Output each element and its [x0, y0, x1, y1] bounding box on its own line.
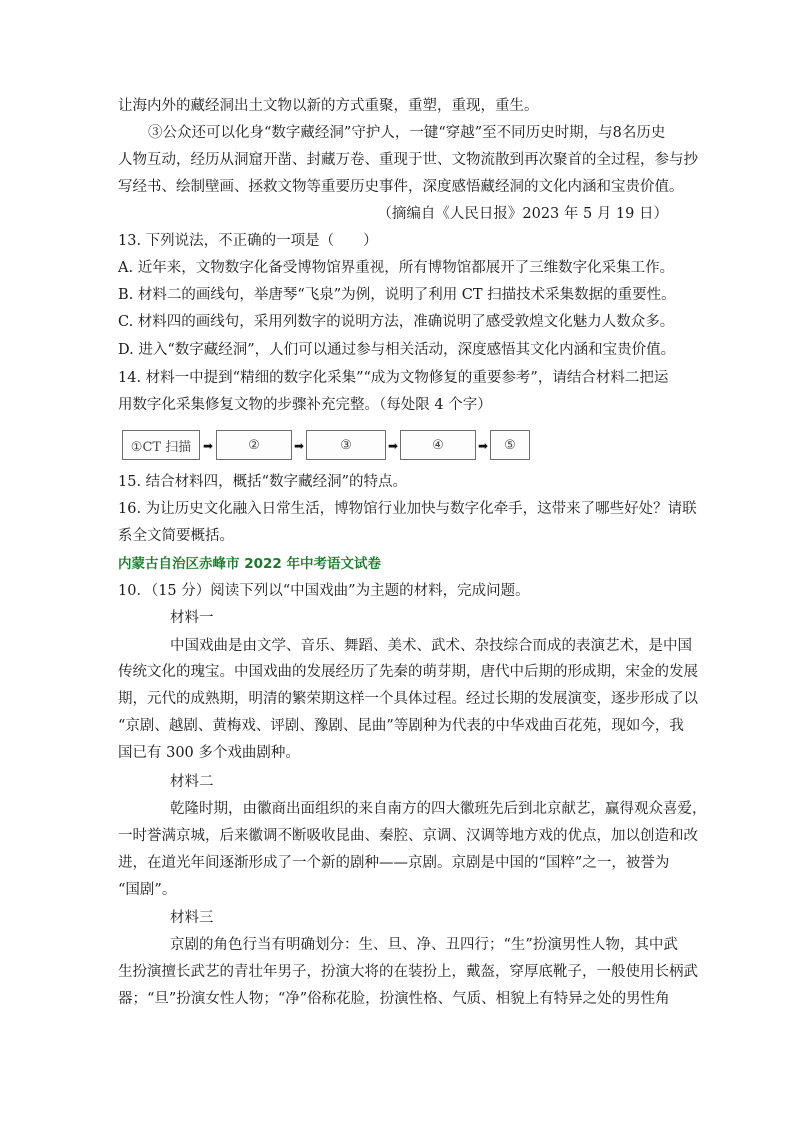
material-title: 材料三 [170, 910, 214, 926]
arrow-right-icon: ➡ [203, 439, 214, 453]
step-box-4: ④ [400, 430, 476, 460]
section-heading: 内蒙古自治区赤峰市 2022 年中考语文试卷 [118, 556, 381, 572]
source-citation: （摘编自《人民日报》2023 年 5 月 19 日） [377, 206, 668, 222]
question-13: 13. 下列说法，不正确的一项是（ ） [118, 233, 378, 249]
material-line: 器；“旦”扮演女性人物；“净”俗称花脸，扮演性格、气质、相貌上有特异之处的男性角 [118, 991, 670, 1007]
material-line: 生扮演擅长武艺的青壮年男子，扮演大将的在装扮上，戴盔，穿厚底靴子，一般使用长柄武 [118, 964, 698, 980]
option-a: A. 近年来，文物数字化备受博物馆界重视，所有博物馆都展开了三维数字化采集工作。 [118, 260, 675, 276]
arrow-right-icon: ➡ [294, 439, 305, 453]
material-line: 传统文化的瑰宝。中国戏曲的发展经历了先秦的萌芽期，唐代中后期的形成期，宋金的发展 [118, 664, 698, 680]
option-d: D. 进入“数字藏经洞”，人们可以通过参与相关活动，深度感悟其文化内涵和宝贵价值。 [118, 342, 676, 358]
material-line: 一时誉满京城，后来徽调不断吸收昆曲、秦腔、京调、汉调等地方戏的优点，加以创造和改 [118, 828, 698, 844]
step-box-1: ①CT 扫描 [122, 430, 200, 460]
option-c: C. 材料四的画线句，采用列数字的说明方法，准确说明了感受敦煌文化魅力人数众多。 [118, 314, 675, 330]
material-line: 期，元代的成熟期，明清的繁荣期这样一个具体过程。经过长期的发展演变，逐步形成了以 [118, 691, 698, 707]
question-14: 14. 材料一中提到“精细的数字化采集”“成为文物修复的重要参考”，请结合材料二把运 [118, 370, 669, 386]
passage-line: 写经书、绘制壁画、拯救文物等重要历史事件，深度感悟藏经洞的文化内涵和宝贵价值。 [118, 179, 684, 195]
material-line: “京剧、越剧、黄梅戏、评剧、豫剧、昆曲”等剧种为代表的中华戏曲百花苑，现如今，我 [118, 718, 684, 734]
material-line: 乾隆时期，由徽商出面组织的来自南方的四大徽班先后到北京献艺，赢得观众喜爱， [170, 801, 707, 817]
arrow-right-icon: ➡ [388, 439, 399, 453]
question-16-cont: 系全文简要概括。 [118, 528, 234, 544]
passage-line: 人物互动，经历从洞窟开凿、封藏万卷、重现于世、文物流散到再次聚首的全过程，参与抄 [118, 152, 698, 168]
material-line: 中国戏曲是由文学、音乐、舞蹈、美术、武术、杂技综合而成的表演艺术，是中国 [170, 638, 692, 654]
question-14-cont: 用数字化采集修复文物的步骤补充完整。（每处限 4 个字） [118, 397, 492, 413]
option-b: B. 材料二的画线句，举唐琴“飞泉”为例，说明了利用 CT 扫描技术采集数据的重要性。 [118, 287, 676, 303]
material-line: 进，在道光年间逐渐形成了一个新的剧种——京剧。京剧是中国的“国粹”之一，被誉为 [118, 855, 670, 871]
material-title: 材料一 [170, 610, 214, 626]
question-15: 15. 结合材料四，概括“数字藏经洞”的特点。 [118, 474, 407, 490]
step-box-5: ⑤ [490, 430, 530, 460]
question-10: 10．（15 分）阅读下列以“中国戏曲”为主题的材料，完成问题。 [118, 583, 530, 599]
step-box-2: ② [216, 430, 292, 460]
passage-line: 让海内外的藏经洞出土文物以新的方式重聚，重塑，重现，重生。 [118, 98, 539, 114]
step-box-3: ③ [306, 430, 386, 460]
arrow-right-icon: ➡ [478, 439, 489, 453]
question-16: 16. 为让历史文化融入日常生活，博物馆行业加快与数字化牵手，这带来了哪些好处？请联 [118, 501, 697, 517]
material-line: 国已有 300 多个戏曲剧种。 [118, 745, 300, 761]
material-line: 京剧的角色行当有明确划分：生、旦、净、丑四行；“生”扮演男性人物，其中武 [170, 937, 678, 953]
passage-line: ③公众还可以化身“数字藏经洞”守护人，一键“穿越”至不同历史时期，与8名历史 [148, 125, 666, 141]
material-line: “国剧”。 [118, 882, 177, 898]
material-title: 材料二 [170, 774, 214, 790]
step-flowchart [122, 430, 530, 460]
